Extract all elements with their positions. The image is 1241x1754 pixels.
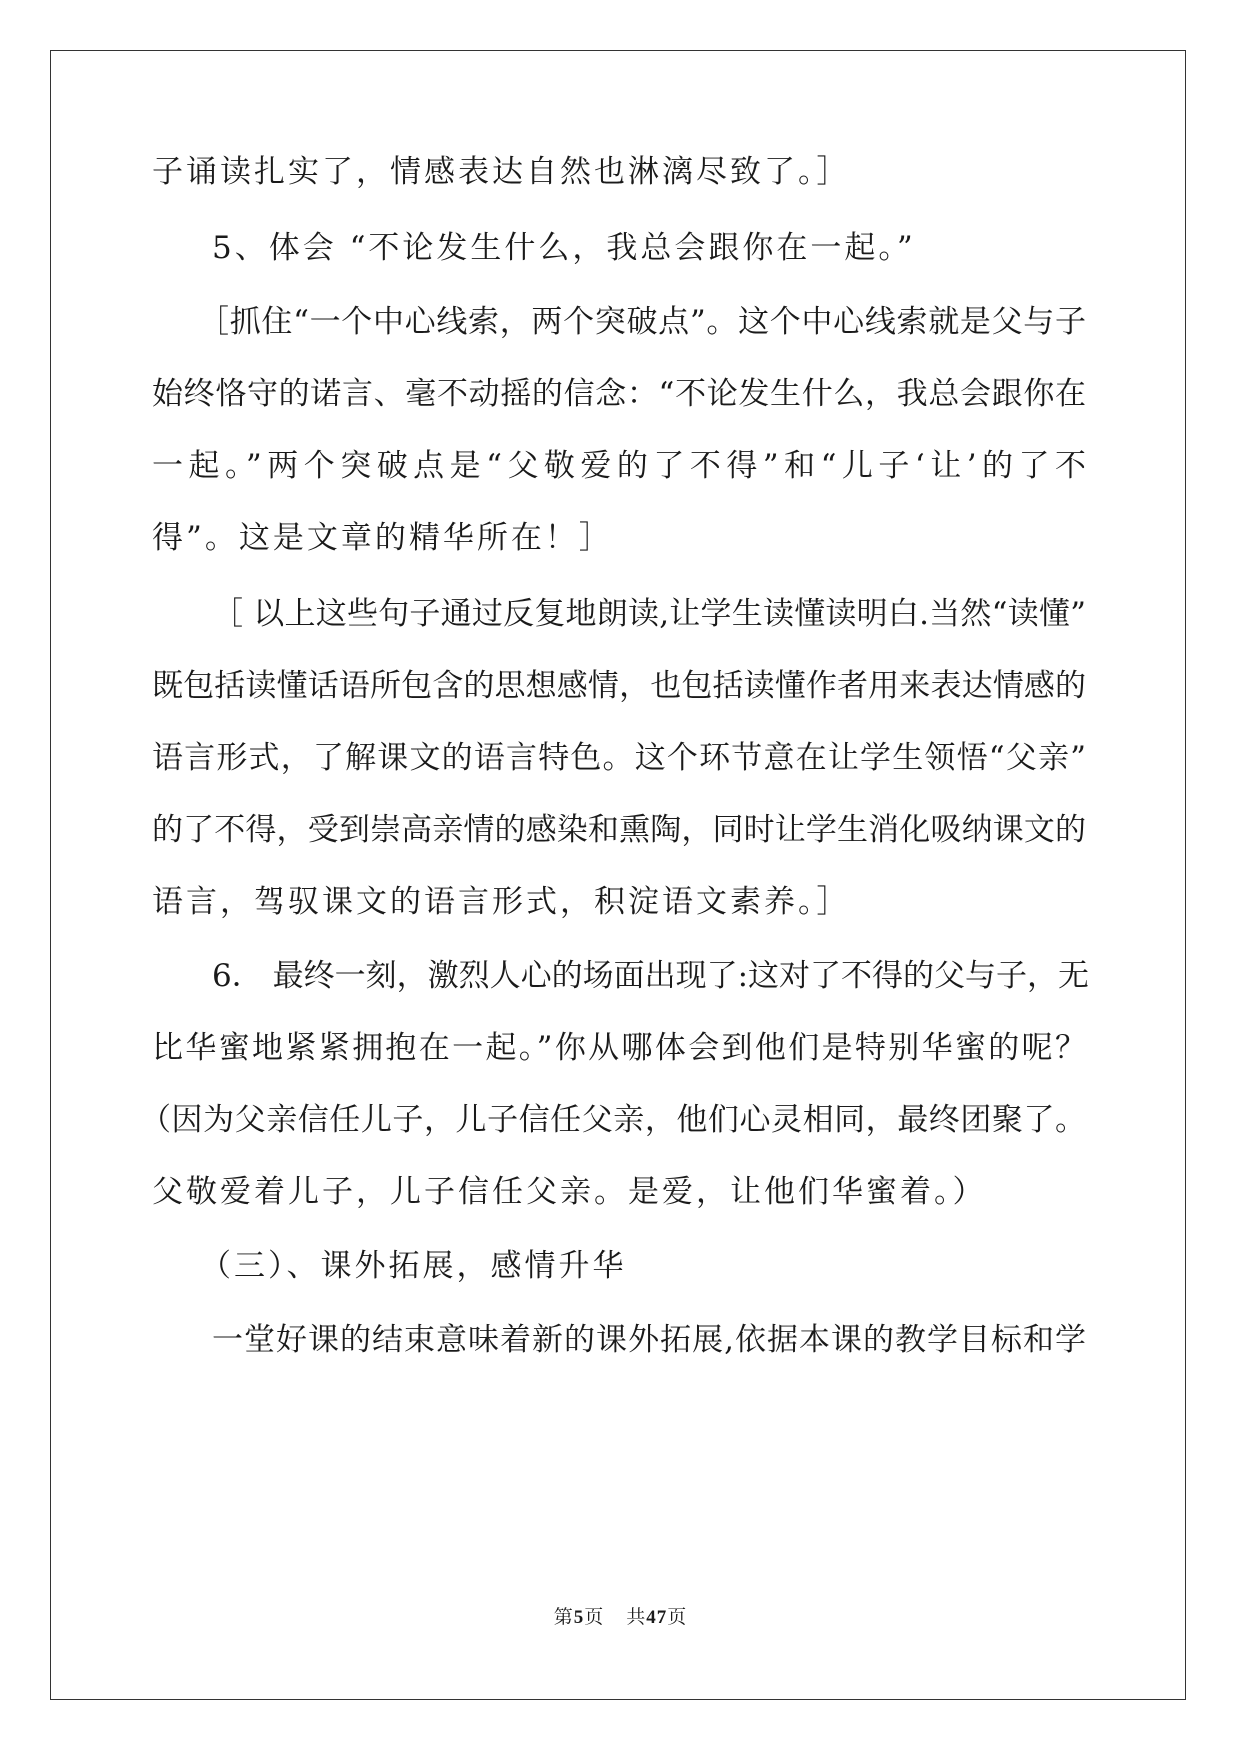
text-line: （因为父亲信任儿子，儿子信任父亲，他们心灵相同，最终团聚了。 [140,1102,1086,1138]
text-line: 比华蜜地紧紧拥抱在一起。”你从哪体会到他们是特别华蜜的呢？ [152,1030,1086,1066]
page-border [50,50,1186,1700]
text-line: 始终恪守的诺言、毫不动摇的信念：“不论发生什么，我总会跟你在 [152,376,1086,412]
total-label-suffix: 页 [667,1607,688,1628]
text-line: ［ 以上这些句子通过反复地朗读,让学生读懂读明白.当然“读懂” [212,596,1086,632]
text-line: 得”。这是文章的精华所在！］ [152,520,613,556]
text-line: 6． 最终一刻，激烈人心的场面出现了:这对了不得的父与子，无 [212,958,1090,994]
text-line: 子诵读扎实了，情感表达自然也淋漓尽致了。］ [152,154,851,190]
text-line: 一堂好课的结束意味着新的课外拓展,依据本课的教学目标和学 [212,1322,1086,1358]
text-line: 既包括读懂话语所包含的思想感情，也包括读懂作者用来表达情感的 [152,668,1086,704]
page-label-suffix: 页 [584,1607,605,1628]
text-line: ［抓住“一个中心线索，两个突破点”。这个中心线索就是父与子 [198,304,1086,340]
text-line: 语言形式，了解课文的语言特色。这个环节意在让学生领悟“父亲” [152,740,1086,776]
text-line: 语言，驾驭课文的语言形式，积淀语文素养。］ [152,884,851,920]
text-line: 一起。”两个突破点是“父敬爱的了不得”和“儿子‘让’的了不 [152,448,1086,484]
section-heading: （三）、课外拓展，感情升华 [200,1248,627,1284]
total-pages: 47 [646,1607,668,1628]
text-line: 的了不得，受到崇高亲情的感染和熏陶，同时让学生消化吸纳课文的 [152,812,1086,848]
page-footer [0,1606,1241,1630]
page-label-prefix: 第 [553,1607,574,1628]
text-line: 父敬爱着儿子，儿子信任父亲。是爱，让他们华蜜着。） [152,1174,987,1210]
total-label-prefix: 共 [626,1607,647,1628]
page-number: 5 [573,1607,585,1628]
text-line: 5、体会 “不论发生什么，我总会跟你在一起。” [212,230,916,266]
